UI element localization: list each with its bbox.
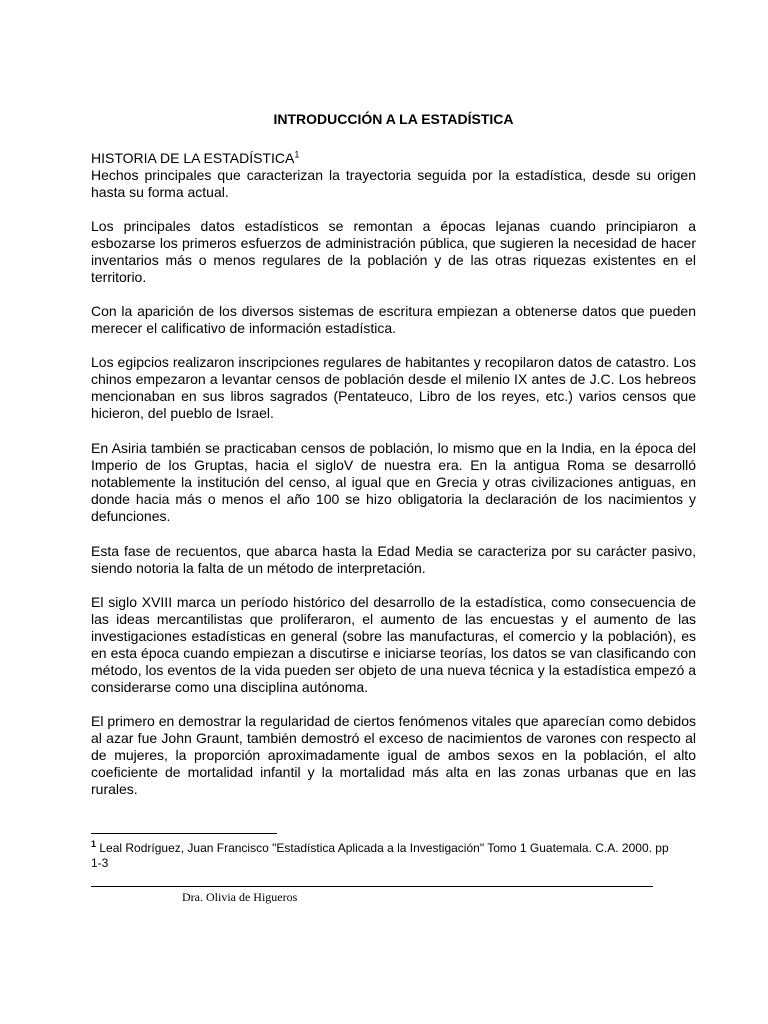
footer-divider: [91, 886, 653, 887]
paragraph-3: [91, 303, 696, 337]
paragraph-2-text: Los principales datos estadísticos se remontan a épocas lejanas cuando principiaron a esbozarse los primeros esfuerzos de administración pública, que sugieren la necesidad de hacer inventarios más o menos regulares de la población y de las otras riquezas existentes en el territorio.: [91, 218, 696, 285]
document-title: INTRODUCCIÓN A LA ESTADÍSTICA: [273, 111, 514, 127]
paragraph-7-text: El siglo XVIII marca un período histórico del desarrollo de la estadística, como consecuencia de las ideas mercantilistas que proliferaron, el aumento de las encuestas y el aumento de las investigaciones estadísticas en general (sobre las manufacturas, el comercio y la población), es en esta época cuando empiezan a discutirse e iniciarse teorías, los datos se van clasificando con método, los eventos de la vida pueden ser objeto de una nueva técnica y la estadística empezó a considerarse como una disciplina autónoma.: [91, 594, 696, 695]
footnote-mark: 1: [91, 839, 97, 849]
section-heading: [91, 150, 696, 167]
paragraph-8-text: El primero en demostrar la regularidad de ciertos fenómenos vitales que aparecían como debidos al azar fue John Graunt, también demostró el exceso de nacimientos de varones con respecto al de mujeres, la proporción aproximadamente igual de ambos sexos en la población, el alto coeficiente de mortalidad infantil y la mortalidad más alta en las zonas urbanas que en las rurales.: [91, 713, 696, 797]
paragraph-7: [91, 594, 696, 696]
footnote-text: Leal Rodríguez, Juan Francisco "Estadística Aplicada a la Investigación" Tomo 1 Guatemala. C.A. 2000. pp 1-3: [91, 841, 669, 870]
paragraph-1: [91, 167, 696, 201]
paragraph-6: [91, 543, 696, 577]
paragraph-4-text: Los egipcios realizaron inscripciones regulares de habitantes y recopilaron datos de catastro. Los chinos empezaron a levantar censos de población desde el milenio IX antes de J.C. Los hebreos mencionaban en sus libros sagrados (Pentateuco, Libro de los reyes, etc.) varios censos que hicieron, del pueblo de Israel.: [91, 354, 696, 421]
paragraph-1-text: Hechos principales que caracterizan la trayectoria seguida por la estadística, desde su origen hasta su forma actual.: [91, 167, 696, 200]
paragraph-6-text: Esta fase de recuentos, que abarca hasta la Edad Media se caracteriza por su carácter pasivo, siendo notoria la falta de un método de interpretación.: [91, 543, 696, 576]
paragraph-4: [91, 354, 696, 422]
paragraph-5-text: En Asiria también se practicaban censos de población, lo mismo que en la India, en la época del Imperio de los Gruptas, hacia el sigloV de nuestra era. En la antigua Roma se desarrolló notablemente la institución del censo, al igual que en Grecia y otras civilizaciones antiguas, en donde hacia más o menos el año 100 se hizo obligatoria la declaración de los nacimientos y defunciones.: [91, 440, 696, 524]
paragraph-2: [91, 218, 696, 286]
paragraph-5: [91, 440, 696, 525]
footnote: [91, 841, 671, 871]
footnote-reference: 1: [294, 149, 300, 160]
footnote-separator: [91, 833, 277, 834]
footer-author: Dra. Olivia de Higueros: [182, 890, 298, 904]
paragraph-3-text: Con la aparición de los diversos sistemas de escritura empiezan a obtenerse datos que pueden merecer el calificativo de información estadística.: [91, 303, 696, 336]
section-heading-text: HISTORIA DE LA ESTADÍSTICA: [91, 150, 295, 166]
paragraph-8: [91, 713, 696, 798]
